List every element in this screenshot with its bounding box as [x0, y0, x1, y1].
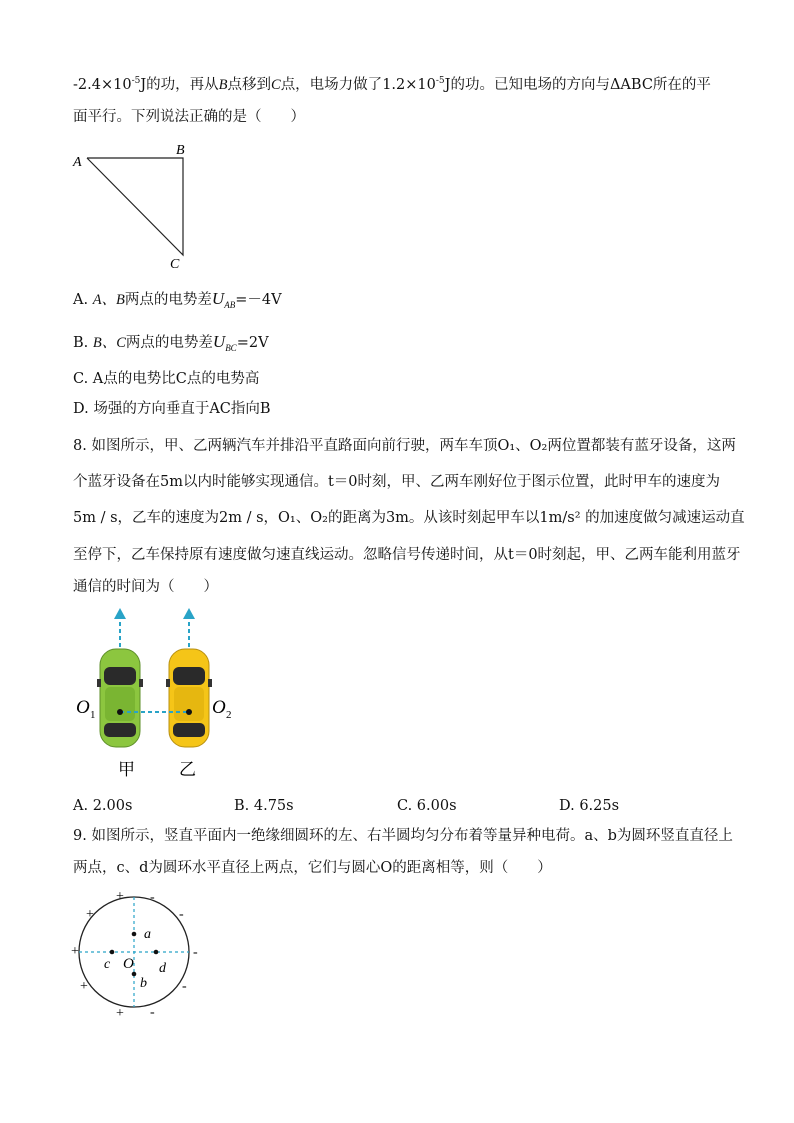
option-letter: A. [73, 292, 93, 308]
q7-option-c [73, 369, 259, 389]
q8-line-1: 8. 如图所示，甲、乙两辆汽车并排沿平直路面向前行驶，两车车顶O₁、O₂两位置都装有蓝牙设备，这两 [73, 438, 736, 454]
label-b: b [140, 976, 147, 991]
q7-point-c: C [271, 76, 281, 93]
label-o2: O [212, 697, 226, 718]
option-letter: B. [73, 335, 93, 351]
triangle-figure [70, 140, 210, 270]
q7-text-4: J的功。已知电场的方向与ΔABC所在的平 [444, 76, 711, 93]
minus-charge: - [193, 945, 198, 960]
cars-figure [73, 605, 253, 780]
q7-option-b [73, 332, 269, 358]
point-a [132, 932, 137, 937]
q8-option-d: D. 6.25s [559, 798, 620, 814]
label-c: c [104, 957, 111, 972]
q9-line-2: 两点，c、d为圆环水平直径上两点，它们与圆心O的距离相等，则（ ） [73, 860, 552, 876]
label-o2-sub: 2 [226, 709, 232, 721]
triangle-shape [87, 158, 183, 255]
point-b [132, 972, 137, 977]
q7-point-b: B [218, 76, 228, 93]
label-o1: O [76, 697, 90, 718]
car-jia [97, 649, 143, 747]
q7-line-2: 面平行。下列说法正确的是（ ） [73, 109, 305, 125]
q8-line-3: 5m / s，乙车的速度为2m / s，O₁、O₂的距离为3m。从该时刻起甲车以1m/s² 的加速度做匀减速运动直 [73, 510, 745, 526]
q7-work-value-1: -2.4×10 [73, 76, 132, 93]
potential-symbol: U [212, 332, 226, 351]
q7-exp-2: -5 [435, 76, 445, 86]
plus-charge: + [71, 944, 79, 959]
potential-subscript: AB [224, 299, 236, 310]
minus-charge: - [150, 890, 155, 905]
label-d: d [159, 961, 166, 976]
point-d [154, 950, 159, 955]
q8-option-c: C. 6.00s [397, 798, 457, 814]
q7-line-1 [73, 71, 711, 95]
q8-line-2: 个蓝牙设备在5m以内时能够实现通信。t＝0时刻，甲、乙两车刚好位于图示位置，此时甲车的速度为 [73, 474, 721, 490]
option-points: B、C [92, 335, 126, 351]
triangle-label-c: C [170, 257, 180, 270]
q8-line-5: 通信的时间为（ ） [73, 579, 218, 595]
potential-subscript: BC [225, 342, 237, 353]
option-value: =－4V [235, 292, 282, 308]
point-c [110, 950, 115, 955]
point-o1 [117, 709, 123, 715]
option-text: A点的电势比C点的电势高 [92, 371, 260, 387]
label-a: a [144, 927, 151, 942]
q7-text-1: J的功，再从 [140, 76, 219, 93]
option-letter: D. [73, 401, 94, 417]
car-yi-label: 乙 [179, 760, 196, 779]
option-letter: C. [73, 371, 93, 387]
q7-text-3: 点，电场力做了 [280, 76, 383, 93]
point-o2 [186, 709, 192, 715]
q7-exp-1: -5 [131, 76, 141, 86]
plus-charge: + [80, 979, 88, 994]
potential-symbol: U [211, 289, 225, 308]
q8-option-b: B. 4.75s [234, 798, 294, 814]
label-o1-sub: 1 [90, 709, 96, 721]
option-text: 两点的电势差 [124, 292, 212, 308]
minus-charge: - [179, 907, 184, 922]
option-text: 两点的电势差 [125, 335, 213, 351]
car-yi [166, 649, 212, 747]
minus-charge: - [150, 1005, 155, 1020]
q7-text-2: 点移到 [227, 76, 272, 93]
q7-option-d [73, 399, 271, 419]
option-points: A、B [92, 292, 125, 308]
ring-figure [68, 886, 208, 1026]
q9-line-1: 9. 如图所示，竖直平面内一绝缘细圆环的左、右半圆均匀分布着等量异种电荷。a、b为圆环竖直直径上 [73, 828, 733, 844]
q7-option-a [73, 289, 282, 315]
q8-option-a: A. 2.00s [73, 798, 133, 814]
option-value: =2V [236, 335, 269, 351]
plus-charge: + [116, 1006, 124, 1021]
arrow-up-icon [114, 608, 126, 647]
triangle-label-a: A [73, 155, 82, 170]
minus-charge: - [182, 979, 187, 994]
q8-line-4: 至停下，乙车保持原有速度做匀速直线运动。忽略信号传递时间，从t＝0时刻起，甲、乙两车能利用蓝牙 [73, 547, 741, 563]
option-text: 场强的方向垂直于AC指向B [93, 401, 271, 417]
arrow-up-icon [183, 608, 195, 647]
plus-charge: + [86, 907, 94, 922]
q7-work-value-2: 1.2×10 [382, 76, 436, 93]
label-o: O [123, 956, 134, 972]
plus-charge: + [116, 889, 124, 904]
triangle-label-b: B [176, 143, 185, 158]
car-jia-label: 甲 [118, 760, 135, 779]
